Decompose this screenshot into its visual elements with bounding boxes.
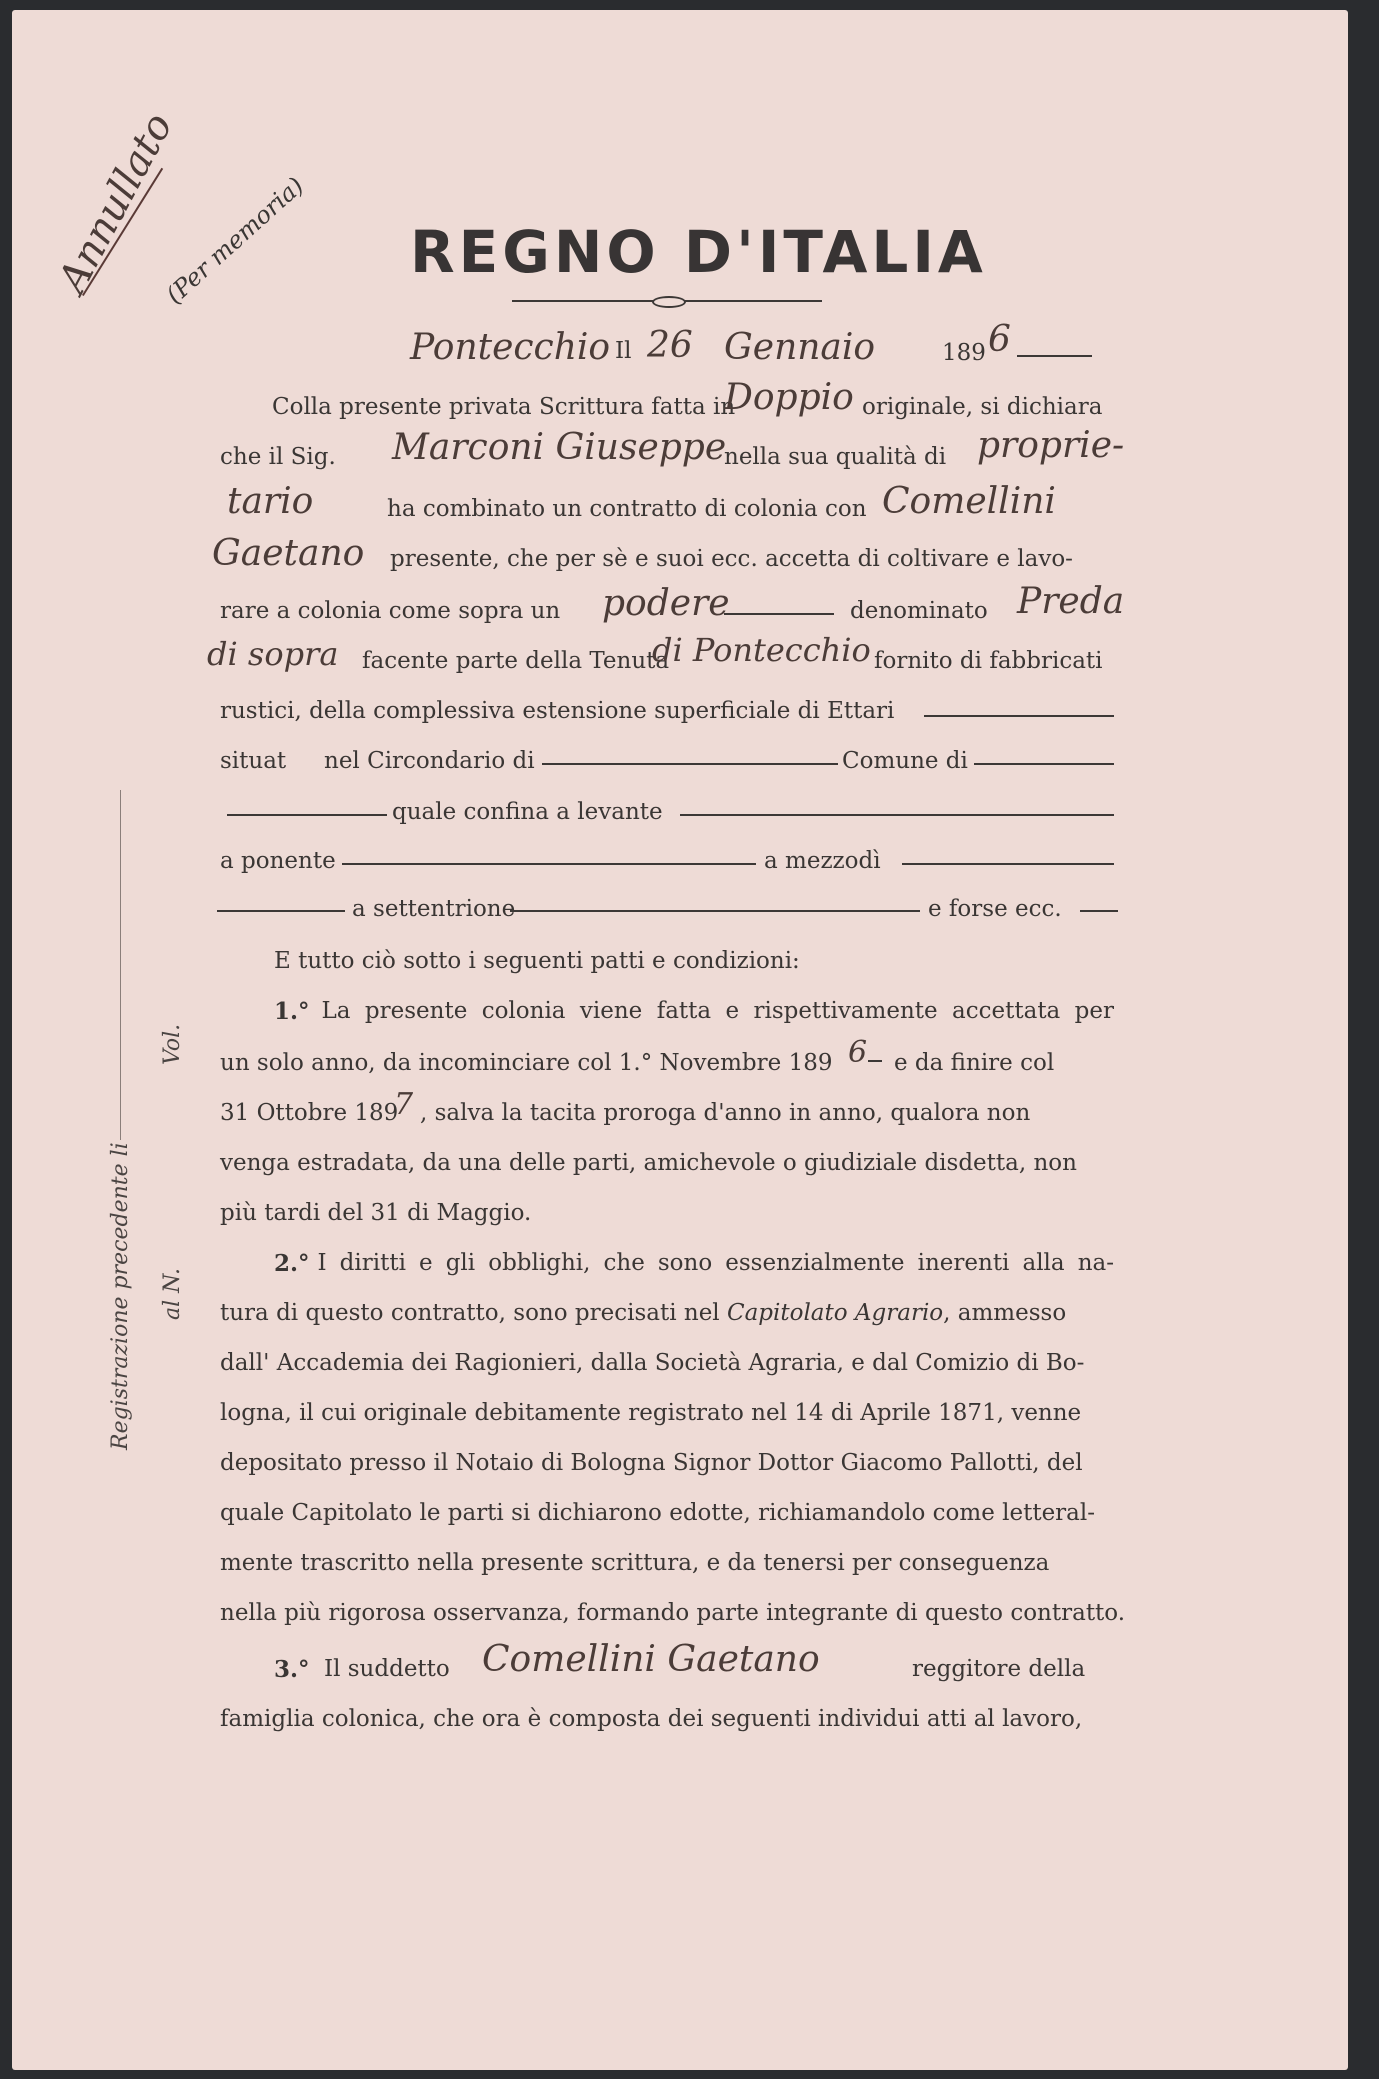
date-il-label: Il [615,338,632,364]
margin-al-n-label: al N. [160,1268,185,1320]
p2-line-7: mente trascritto nella presente scrittura, e da tenersi per conseguenza [220,1550,1050,1576]
p1-line-2b: e da finire col [894,1050,1055,1076]
field-ecc-line [1080,910,1118,912]
date-month: Gennaio [724,327,876,368]
p2-line-6: quale Capitolato le parti si dichiarono edotte, richiamandolo come letteral- [220,1500,1096,1526]
p2-line-2 [220,1302,1066,1325]
body-line-3a: ha combinato un contratto di colonia con [387,496,867,522]
date-day: 26 [647,325,693,366]
p1-line-3a: 31 Ottobre 189 [220,1100,399,1126]
p2-line-1-text: I diritti e gli obblighi, che sono essenzialmente inerenti alla na- [317,1250,1114,1276]
p1-line-5: più tardi del 31 di Maggio. [220,1200,532,1226]
field-colonist-1: Comellini [882,481,1056,522]
date-year-printed: 189 [942,340,986,366]
margin-note-per-memoria: (Per memoria) [160,171,310,310]
field-estate-name: di Pontecchio [652,631,871,669]
field-copies: Doppio [724,377,854,418]
field-mezzodi-line [902,863,1114,865]
margin-registrazione-label: Registrazione precedente li [108,1142,133,1450]
field-colonist-2: Gaetano [212,533,365,574]
p1-start-year-digit: 6 [848,1035,868,1070]
body-line-8c: Comune di [842,748,968,774]
margin-vol-label: Vol. [160,1023,185,1065]
body-line-8a: situat [220,748,287,774]
body-line-10b: a mezzodì [764,848,881,874]
field-circondario-line [542,763,838,765]
p2-line-3: dall' Accademia dei Ragionieri, dalla Società Agraria, e dal Comizio di Bo- [220,1350,1085,1376]
field-property-name-2: di sopra [207,635,339,673]
p2-line-4: logna, il cui originale debitamente registrato nel 14 di Aprile 1871, venne [220,1400,1082,1426]
field-owner-role-1: proprie- [977,425,1125,466]
body-line-11b: e forse ecc. [928,896,1062,922]
p1-line-2a: un solo anno, da incominciare col 1.° Novembre 189 [220,1050,833,1076]
p1-line-1-text: La presente colonia viene fatta e rispettivamente accettata per [321,998,1114,1024]
date-place: Pontecchio [410,327,611,368]
field-owner-role-2: tario [227,481,314,522]
body-line-5b: denominato [850,598,988,624]
p3-line-2: famiglia colonica, che ora è composta dei seguenti individui atti al lavoro, [220,1706,1083,1732]
field-comune-line [974,763,1114,765]
margin-vertical-line [120,790,121,1140]
p2-line-1 [274,1252,1114,1275]
margin-note-annullato: Annullato [49,105,182,301]
page-title: REGNO D'ITALIA [410,218,987,286]
field-levante-pre-line [227,814,387,816]
body-line-2b: nella sua qualità di [724,444,947,470]
p2-number: 2.° [274,1250,310,1277]
body-line-6a: facente parte della Tenuta [362,648,670,674]
p2-line-2b: , ammesso [943,1300,1067,1326]
p1-line-1 [274,1000,1114,1023]
field-settentrione-line [510,910,920,912]
p3-line-1b: reggitore della [912,1656,1086,1682]
p3-number: 3.° [274,1656,310,1683]
body-line-1a: Colla presente privata Scrittura fatta in [272,394,736,420]
p1-line-4: venga estradata, da una delle parti, amichevole o giudiziale disdetta, non [220,1150,1077,1176]
p3-colonist-name: Comellini Gaetano [482,1639,820,1680]
p1-end-year-digit: 7 [394,1087,414,1122]
p2-line-2a: tura di questo contratto, sono precisati nel [220,1300,720,1326]
field-property-type-line [724,613,834,615]
p1-line-3b: , salva la tacita proroga d'anno in anno, qualora non [420,1100,1031,1126]
title-ornament [512,296,822,306]
field-ponente-line [342,863,756,865]
field-levante-line [680,814,1114,816]
field-owner-name: Marconi Giuseppe [392,427,727,468]
field-settentrione-pre-line [217,910,345,912]
body-line-8b: nel Circondario di [324,748,535,774]
body-line-2a: che il Sig. [220,444,336,470]
field-property-name-1: Preda [1017,581,1125,622]
body-line-12: E tutto ciò sotto i seguenti patti e condizioni: [274,948,800,974]
date-year-digit: 6 [988,319,1011,360]
document-sheet [12,10,1348,2070]
body-line-6b: fornito di fabbricati [874,648,1103,674]
date-line-rule [1017,355,1092,357]
body-line-11a: a settentrione [352,896,516,922]
p2-line-8: nella più rigorosa osservanza, formando parte integrante di questo contratto. [220,1600,1126,1626]
p2-line-5: depositato presso il Notaio di Bologna Signor Dottor Giacomo Pallotti, del [220,1450,1083,1476]
p1-start-year-line [868,1060,882,1062]
body-line-5a: rare a colonia come sopra un [220,598,561,624]
body-line-9a: quale confina a levante [392,799,663,825]
p2-line-2-italic: Capitolato Agrario [726,1300,944,1326]
body-line-4a: presente, che per sè e suoi ecc. accetta di coltivare e lavo- [390,546,1073,572]
body-line-1b: originale, si dichiara [862,394,1103,420]
body-line-10a: a ponente [220,848,336,874]
field-hectares-line [924,715,1114,717]
p1-number: 1.° [274,998,310,1025]
field-property-type: podere [602,583,730,624]
body-line-7a: rustici, della complessiva estensione superficiale di Ettari [220,698,895,724]
p3-line-1a: Il suddetto [324,1656,450,1682]
